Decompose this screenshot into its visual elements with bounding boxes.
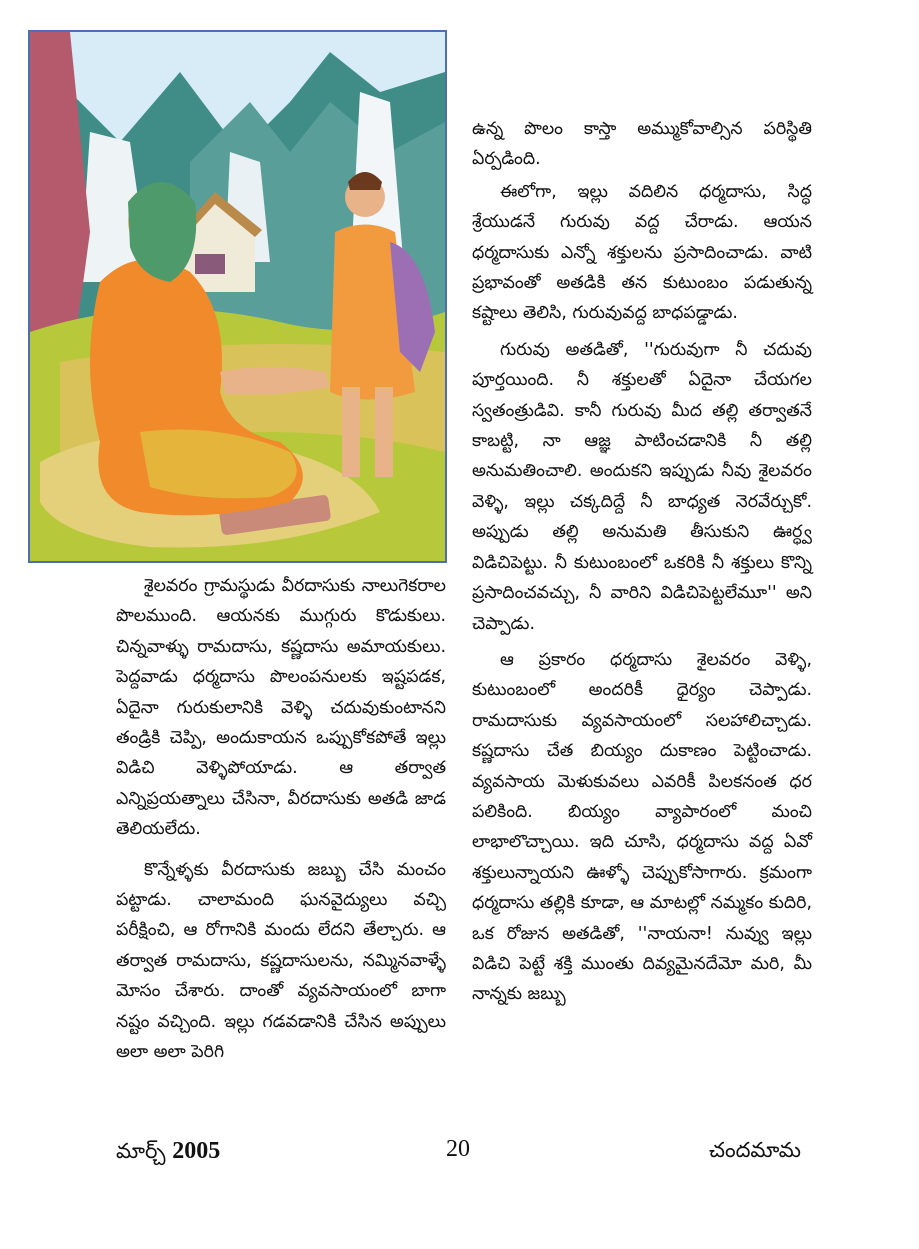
paragraph: గురువు అతడితో, ''గురువుగా నీ చదువు పూర్తయింది. నీ శక్తులతో ఏదైనా చేయగల స్వతంత్రుడివి. కానీ గురువు మీద తల్లి తర్వాతనే కాబట్టి, నా ఆజ్ఞ పాటించడానికి నీ తల్లి అనుమతించాలి. అందుకని ఇప్పుడు నీవు శైలవరం వెళ్ళి, ఇల్లు చక్కదిద్దే నీ బాధ్యత నెరవేర్చుకో. అప్పుడు తల్లి అనుమతి తీసుకుని ఊర్ధ్వ విడిచిపెట్టు. నీ కుటుంబంలో ఒకరికి నీ శక్తులు కొన్ని ప్రసాదించవచ్చు, నీ వారిని విడిచిపెట్టలేమూ'' అని చెప్పాడు. (472, 339, 812, 634)
issue-month: మార్చ్ (116, 1139, 166, 1163)
magazine-name: చందమామ (709, 1138, 801, 1162)
paragraph: ఈలోగా, ఇల్లు వదిలిన ధర్మదాసు, సిద్ధ శ్రేయుడనే గురువు వద్ద చేరాడు. ఆయన ధర్మదాసుకు ఎన్నో శక్తులను ప్రసాదించాడు. వాటి ప్రభావంతో అతడికి తన కుటుంబం పడుతున్న కష్టాలు తెలిసి, గురువువద్ద బాధపడ్డాడు. (472, 181, 812, 324)
issue-year: 2005 (172, 1138, 221, 1164)
paragraph: శైలవరం గ్రామస్థుడు వీరదాసుకు నాలుగెకరాల పొలముంది. ఆయనకు ముగ్గురు కొడుకులు. చిన్నవాళ్ళు రామదాసు, కష్ణదాసు అమాయకులు. పెద్దవాడు ధర్మదాసు పొలంపనులకు ఇష్టపడక, ఏదైనా గురుకులానికి వెళ్ళి చదువుకుంటానని తండ్రికి చెప్పి, అందుకాయన ఒప్పుకోకపోతే ఇల్లు విడిచి వెళ్ళిపోయాడు. ఆ తర్వాత ఎన్నిప్రయత్నాలు చేసినా, వీరదాసుకు అతడి జాడ తెలియలేదు. (116, 576, 446, 840)
paragraph: ఆ ప్రకారం ధర్మదాసు శైలవరం వెళ్ళి, కుటుంబంలో అందరికీ ధైర్యం చెప్పాడు. రామదాసుకు వ్యవసాయంలో సలహాలిచ్చాడు. కష్ణదాసు చేత బియ్యం దుకాణం పెట్టించాడు. వ్యవసాయ మెళుకువలు ఎవరికీ పిలకనంత ధర పలికింది. బియ్యం వ్యాపారంలో మంచి లాభాలొచ్చాయి. ఇది చూసి, ధర్మదాసు వద్ద ఏవో శక్తులున్నాయని ఊళ్ళో చెప్పుకోసాగారు. క్రమంగా ధర్మదాసు తల్లికి కూడా, ఆ మాటల్లో నమ్మకం కుదిరి, ఒక రోజున అతడితో, ''నాయనా! నువ్వు ఇల్లు విడిచి పెట్టే శక్తి ముంతు దివ్యమైనదేమో మరి, మీ నాన్నకు జబ్బు (472, 649, 812, 1005)
paragraph: ఉన్న పొలం కాస్తా అమ్ముకోవాల్సిన పరిస్థితి ఏర్పడింది. (472, 119, 812, 170)
story-illustration (28, 30, 447, 563)
issue-date (116, 1138, 220, 1169)
sage-and-young-man-scene-icon (30, 32, 445, 561)
paragraph: కొన్నేళ్ళకు వీరదాసుకు జబ్బు చేసి మంచం పట్టాడు. చాలామంది ఘనవైద్యులు వచ్చి పరీక్షించి, ఆ రోగానికి మందు లేదని తేల్చారు. ఆ తర్వాత రామదాసు, కష్ణదాసులను, నమ్మినవాళ్ళే మోసం చేశారు. దాంతో వ్యవసాయంలో బాగా నష్టం వచ్చింది. ఇల్లు గడవడానికి చేసిన అప్పులు అలా అలా పెరిగి (116, 859, 446, 1063)
right-text-column (472, 114, 812, 1010)
page-number: 20 (446, 1136, 470, 1162)
left-text-column (116, 571, 446, 1068)
